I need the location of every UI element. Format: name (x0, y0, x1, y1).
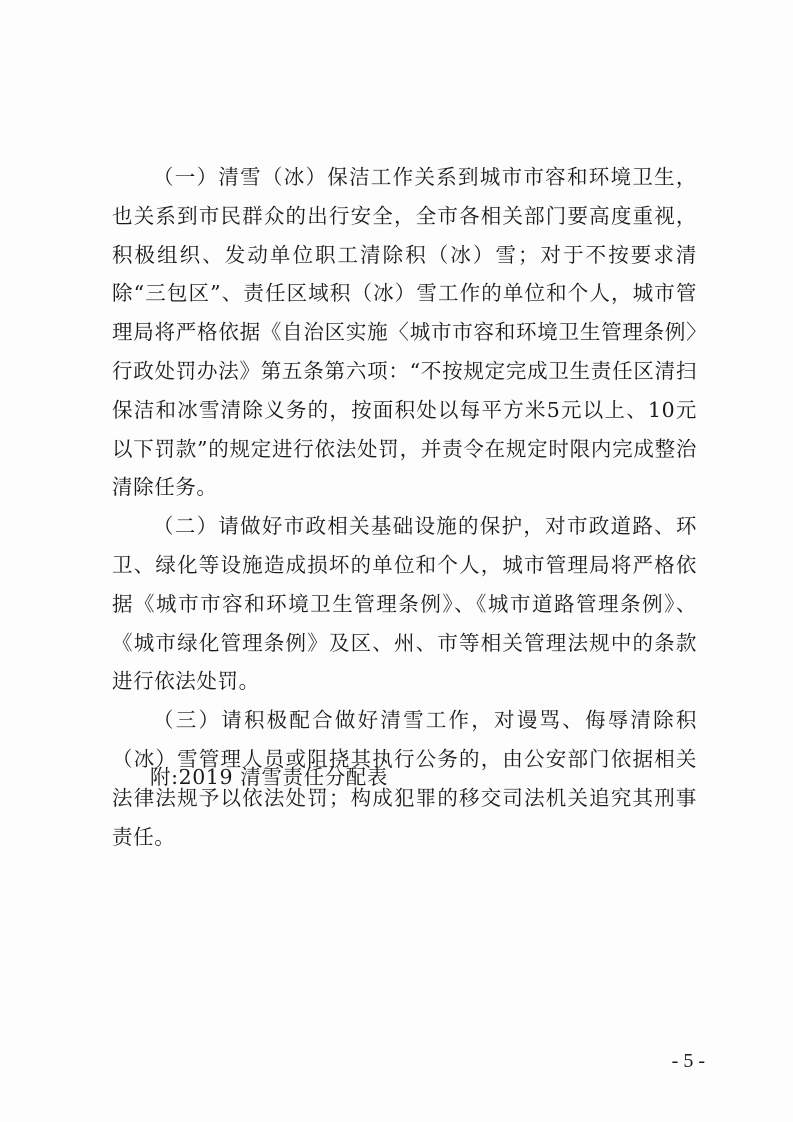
attachment-line: 附:2019 清雪责任分配表 (150, 765, 388, 789)
page-number: - 5 - (671, 1050, 705, 1072)
paragraph-3: （三）请积极配合做好清雪工作，对谩骂、侮辱清除积（冰）雪管理人员或阻挠其执行公务的，由公安部门依据相关法律法规予以依法处罚；构成犯罪的移交司法机关追究其刑事责任。 (112, 708, 697, 849)
paragraph-1: （一）清雪（冰）保洁工作关系到城市市容和环境卫生，也关系到市民群众的出行安全，全市各相关部门要高度重视，积极组织、发动单位职工清除积（冰）雪；对于不按要求清除“三包区”、责任区域积（冰）雪工作的单位和个人，城市管理局将严格依据《自治区实施〈城市市容和环境卫生管理条例〉行政处罚办法》第五条第六项：“不按规定完成卫生责任区清扫保洁和冰雪清除义务的，按面积处以每平方米5元以上、10元以下罚款”的规定进行依法处罚，并责令在规定时限内完成整治清除任务。 (112, 165, 697, 500)
document-body (112, 158, 697, 856)
paragraph-2: （二）请做好市政相关基础设施的保护，对市政道路、环卫、绿化等设施造成损坏的单位和个人，城市管理局将严格依据《城市市容和环境卫生管理条例》、《城市道路管理条例》、《城市绿化管理条例》及区、州、市等相关管理法规中的条款进行依法处罚。 (112, 514, 697, 694)
